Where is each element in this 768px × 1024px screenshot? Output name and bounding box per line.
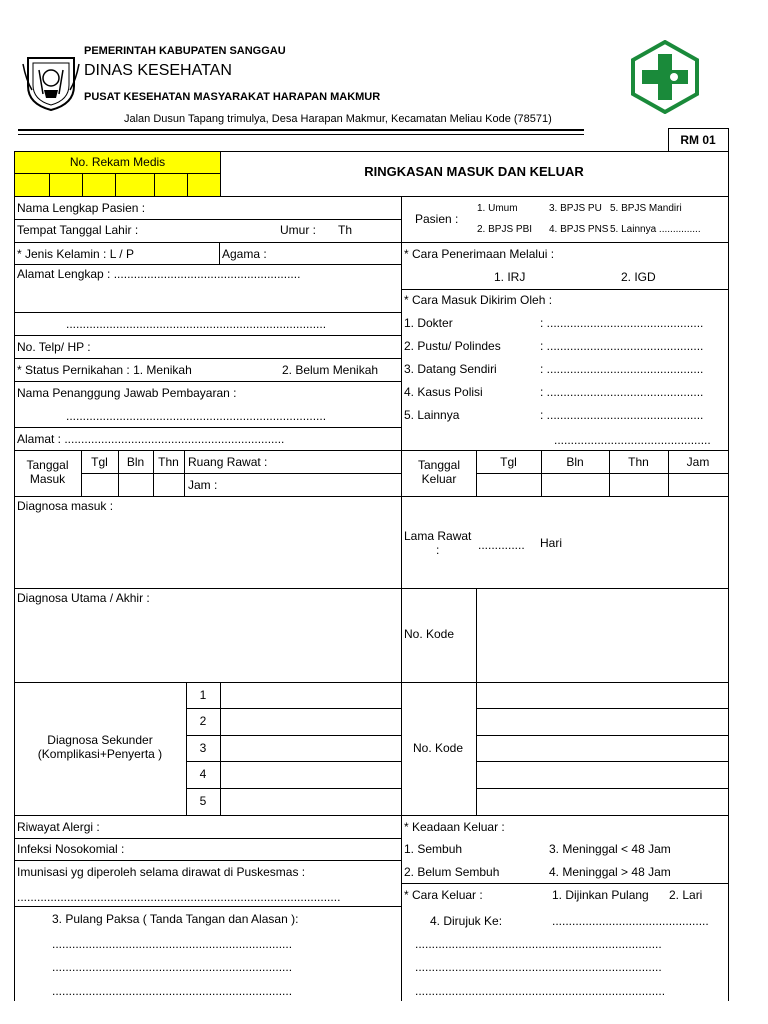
pasien-bpjs-mandiri: 5. BPJS Mandiri <box>610 203 682 214</box>
dirujuk-dots: ............................................... <box>552 914 709 928</box>
header-line1: PEMERINTAH KABUPATEN SANGGAU <box>84 45 286 57</box>
tanggal-masuk: Tanggal Masuk <box>26 458 69 486</box>
cara-keluar: * Cara Keluar : <box>404 888 483 902</box>
jam-masuk: Jam : <box>188 478 218 492</box>
penerimaan-igd: 2. IGD <box>621 270 656 284</box>
diagnosa-sekunder-sub: (Komplikasi+Penyerta ) <box>37 747 163 761</box>
sender-sendiri: 3. Datang Sendiri <box>404 362 497 376</box>
lama-rawat: Lama Rawat <box>404 529 472 543</box>
pulang-paksa: 3. Pulang Paksa ( Tanda Tangan dan Alasan ): <box>52 912 299 926</box>
keluar-jam: Jam <box>686 455 710 469</box>
keluar-thn: Thn <box>628 455 649 469</box>
header-address: Jalan Dusun Tapang trimulya, Desa Harapan Makmur, Kecamatan Meliau Kode (78571) <box>124 113 552 125</box>
pasien-lainnya: 5. Lainnya ............... <box>610 224 701 235</box>
keluar-tgl: Tgl <box>500 455 517 469</box>
sek-num-4: 4 <box>199 767 207 781</box>
no-kode-sekunder: No. Kode <box>413 741 464 755</box>
umur-label: Umur : <box>280 223 316 237</box>
diagnosa-utama: Diagnosa Utama / Akhir : <box>17 591 150 605</box>
masuk-thn: Thn <box>158 455 179 469</box>
ruang-rawat: Ruang Rawat : <box>188 455 268 469</box>
sek-num-1: 1 <box>199 688 207 702</box>
masuk-bln: Bln <box>126 455 145 469</box>
imunisasi-dots: ................................................................................................. <box>17 890 341 904</box>
alamat-penanggung: Alamat : .................................................................. <box>17 432 285 446</box>
sender-dots-5: : ............................................... <box>540 408 704 422</box>
alamat-lengkap: Alamat Lengkap : ........................................................ <box>17 267 301 281</box>
dirujuk-ke: 4. Dirujuk Ke: <box>430 914 503 928</box>
rm-code: RM 01 <box>680 133 716 147</box>
keadaan-meninggal-kurang: 3. Meninggal < 48 Jam <box>549 842 671 856</box>
agama: Agama : <box>222 247 267 261</box>
keadaan-keluar: * Keadaan Keluar : <box>404 820 505 834</box>
telp: No. Telp/ HP : <box>17 340 91 354</box>
sender-dots-2: : ............................................... <box>540 339 704 353</box>
tempat-lahir: Tempat Tanggal Lahir : <box>17 223 139 237</box>
pulang-paksa-dots-2: ........................................................................ <box>52 960 293 974</box>
lama-rawat-dots: .............. <box>478 538 525 552</box>
right-dots-1: .......................................................................... <box>415 937 662 951</box>
keadaan-belum-sembuh: 2. Belum Sembuh <box>404 865 500 879</box>
header-line2: DINAS KESEHATAN <box>84 62 232 79</box>
form-title: RINGKASAN MASUK DAN KELUAR <box>364 164 584 179</box>
penanggung-jawab: Nama Penanggung Jawab Pembayaran : <box>17 386 237 400</box>
sender-polisi: 4. Kasus Polisi <box>404 385 483 399</box>
tanggal-keluar: Tanggal Keluar <box>417 458 461 486</box>
imunisasi: Imunisasi yg diperoleh selama dirawat di Puskesmas : <box>17 865 306 879</box>
sender-lainnya: 5. Lainnya <box>404 408 460 422</box>
penerimaan-irj: 1. IRJ <box>494 270 526 284</box>
puskesmas-logo-icon <box>630 40 700 114</box>
alamat-dots: .............................................................................. <box>66 317 327 331</box>
regency-emblem-icon <box>22 50 80 112</box>
diagnosa-masuk: Diagnosa masuk : <box>17 499 114 513</box>
jenis-kelamin: * Jenis Kelamin : L / P <box>17 247 134 261</box>
pasien-umum: 1. Umum <box>477 203 518 214</box>
right-dots-2: .......................................................................... <box>415 960 662 974</box>
pasien-bpjs-pns: 4. BPJS PNS <box>549 224 609 235</box>
pasien-bpjs-pbi: 2. BPJS PBI <box>477 224 533 235</box>
pulang-paksa-dots-1: ........................................................................ <box>52 937 293 951</box>
status-pernikahan: * Status Pernikahan : 1. Menikah <box>17 363 192 377</box>
keluar-dijinkan: 1. Dijinkan Pulang <box>552 888 649 902</box>
sender-dots-1: : ............................................... <box>540 316 704 330</box>
umur-unit: Th <box>338 223 353 237</box>
pulang-paksa-dots-3: ........................................................................ <box>52 984 293 998</box>
masuk-tgl: Tgl <box>91 455 108 469</box>
sender-dots-extra: ............................................... <box>554 433 711 447</box>
nama-pasien: Nama Lengkap Pasien : <box>17 201 146 215</box>
sek-num-2: 2 <box>199 714 207 728</box>
sender-dokter: 1. Dokter <box>404 316 453 330</box>
rekam-medis-label: No. Rekam Medis <box>69 155 166 169</box>
keluar-lari: 2. Lari <box>669 888 703 902</box>
sek-num-3: 3 <box>199 741 207 755</box>
right-dots-3: ........................................................................... <box>415 984 666 998</box>
sek-num-5: 5 <box>199 794 207 808</box>
keluar-bln: Bln <box>566 455 584 469</box>
cara-penerimaan: * Cara Penerimaan Melalui : <box>404 247 555 261</box>
header-line3: PUSAT KESEHATAN MASYARAKAT HARAPAN MAKMUR <box>84 91 381 103</box>
infeksi-nosokomial: Infeksi Nosokomial : <box>17 842 125 856</box>
penanggung-dots: .............................................................................. <box>66 409 327 423</box>
sender-dots-4: : ............................................... <box>540 385 704 399</box>
lama-rawat-hari: Hari <box>540 536 563 550</box>
no-kode-utama: No. Kode <box>404 627 455 641</box>
sender-pustu: 2. Pustu/ Polindes <box>404 339 501 353</box>
lama-rawat-colon: : <box>436 543 440 557</box>
pasien-bpjs-pu: 3. BPJS PU <box>549 203 602 214</box>
diagnosa-sekunder: Diagnosa Sekunder <box>47 733 153 747</box>
status-belum: 2. Belum Menikah <box>282 363 379 377</box>
dikirim-oleh: * Cara Masuk Dikirim Oleh : <box>404 293 553 307</box>
pasien-label: Pasien : <box>415 212 459 226</box>
sender-dots-3: : ............................................... <box>540 362 704 376</box>
riwayat-alergi: Riwayat Alergi : <box>17 820 100 834</box>
keadaan-meninggal-lebih: 4. Meninggal > 48 Jam <box>549 865 671 879</box>
keadaan-sembuh: 1. Sembuh <box>404 842 463 856</box>
